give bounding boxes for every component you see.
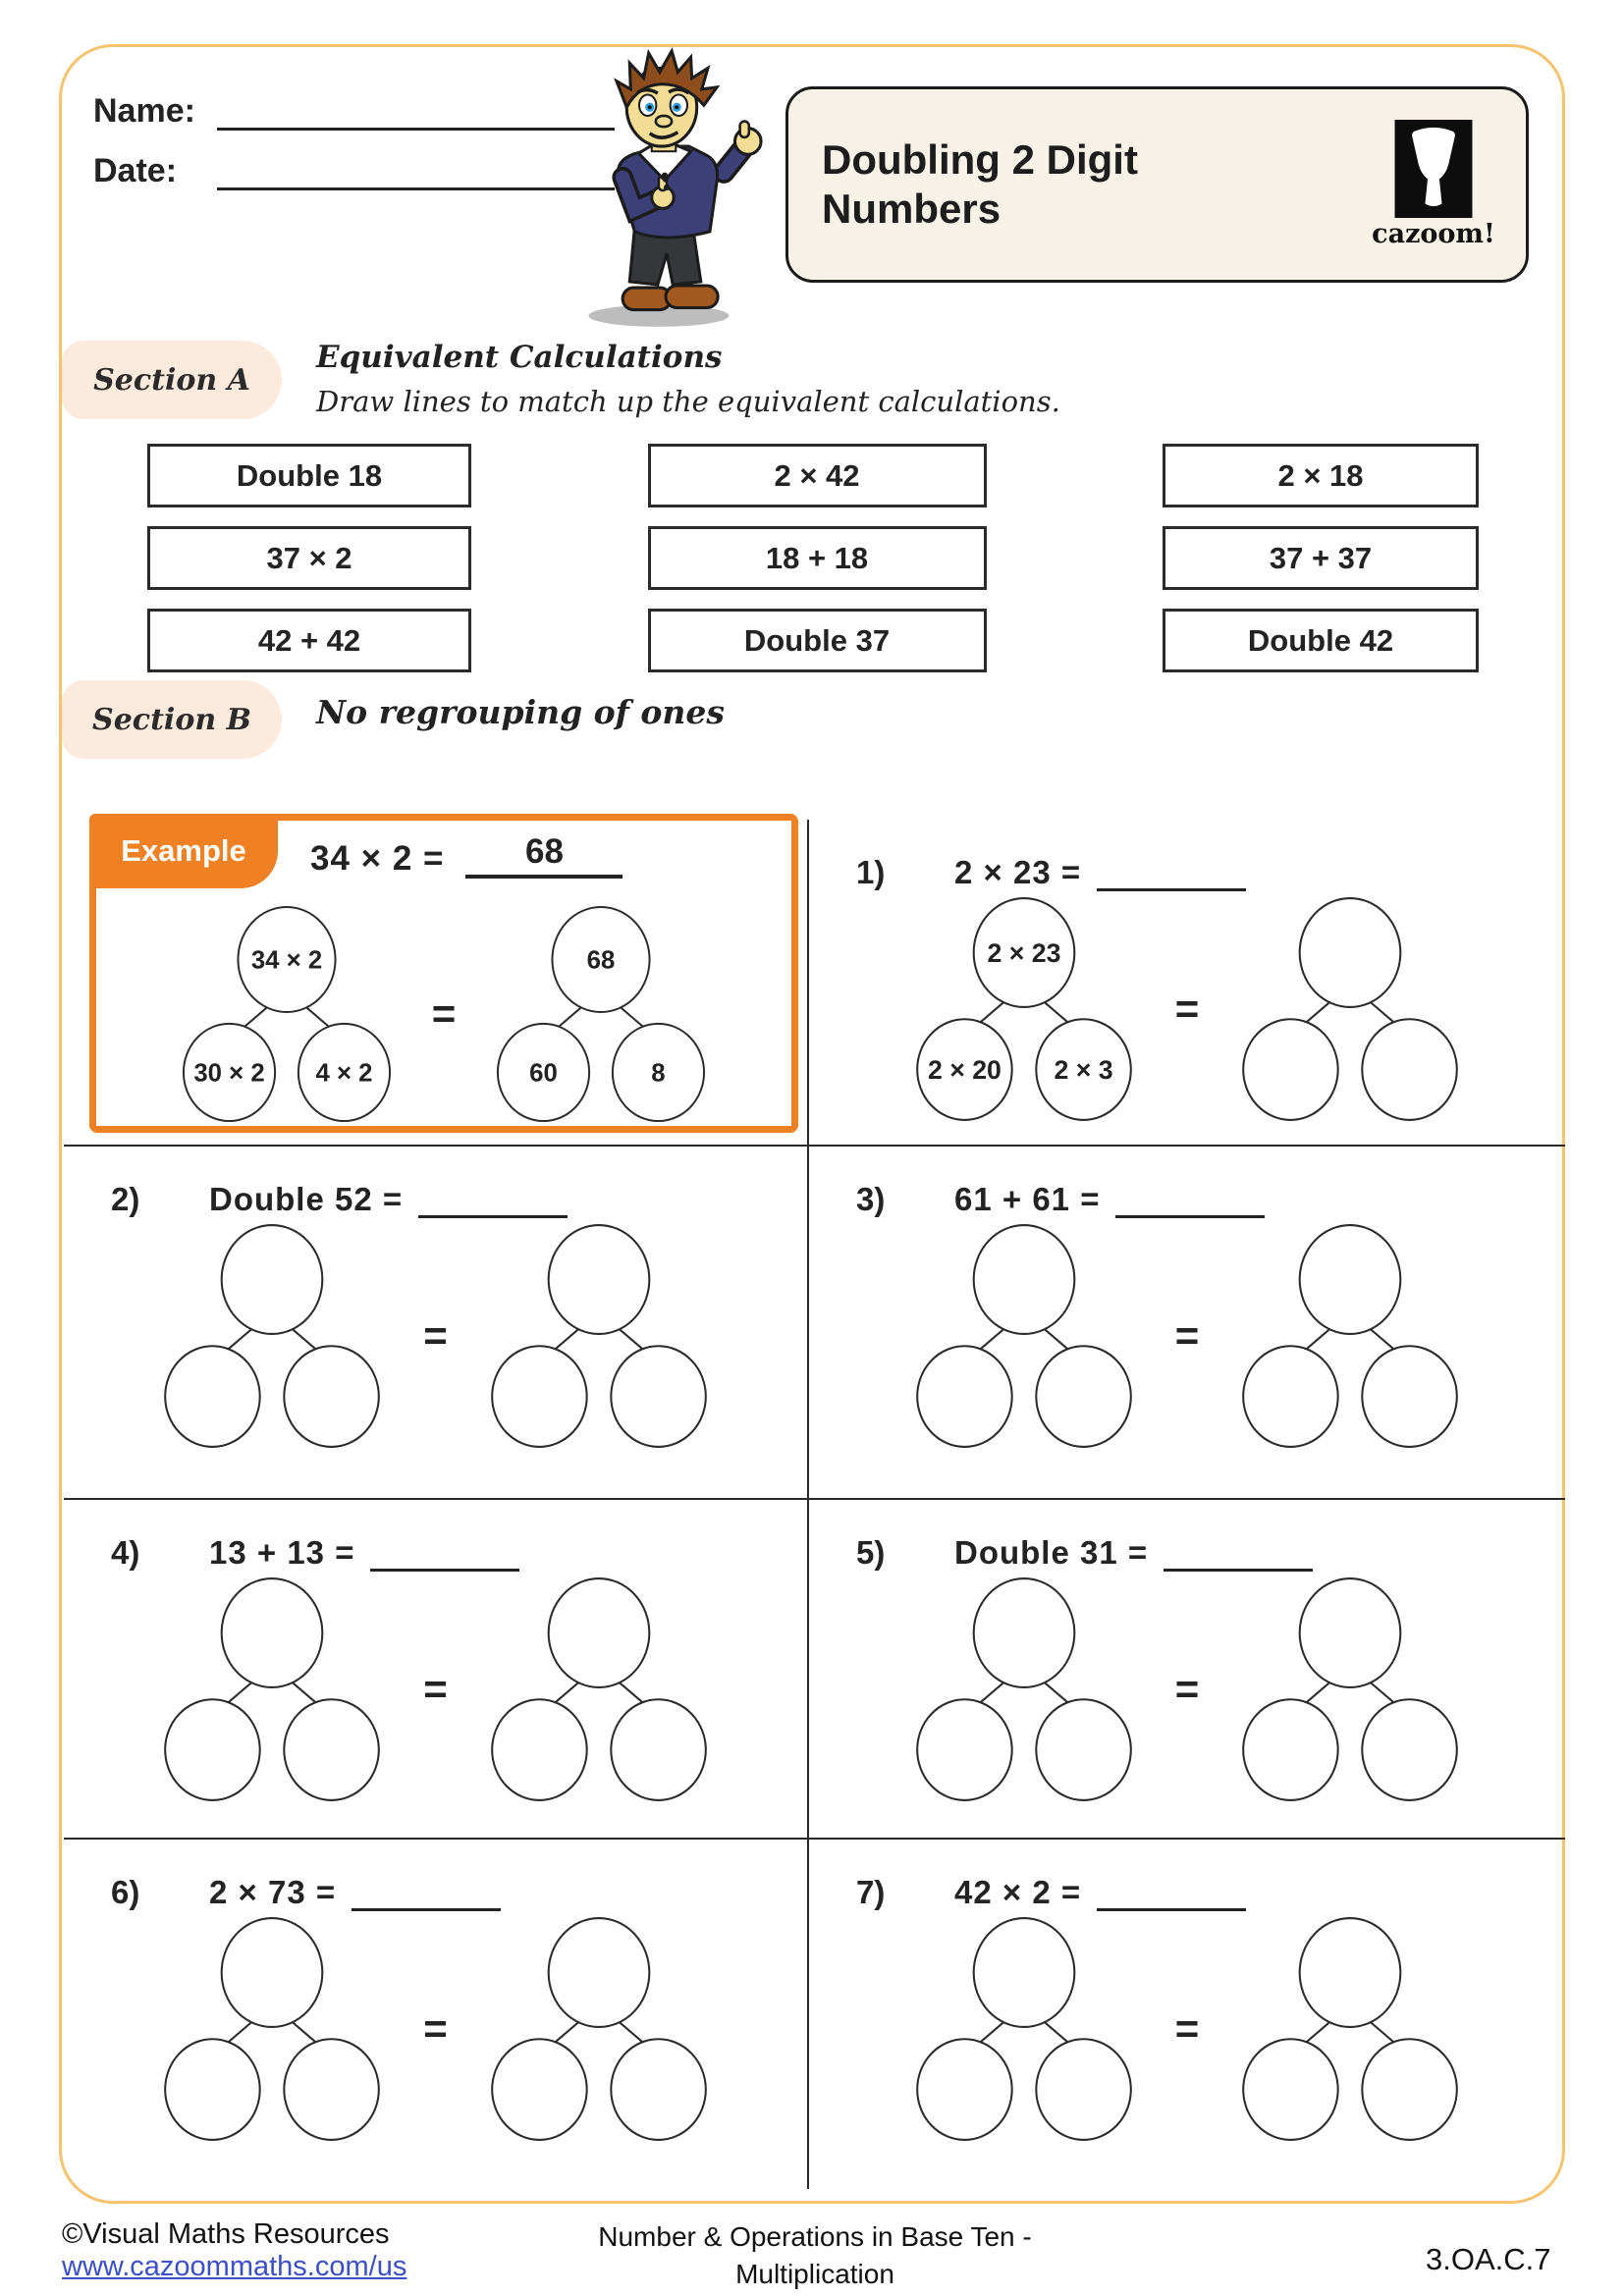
cazoom-logo-text: cazoom!	[1372, 219, 1495, 249]
problem-number: 6)	[111, 1874, 140, 1910]
number-bond-tree	[1228, 1575, 1472, 1803]
number-bond-tree	[483, 904, 719, 1124]
equals-sign: =	[431, 990, 457, 1037]
equals-sign: =	[423, 2005, 448, 2052]
match-box: 18 + 18	[648, 526, 987, 590]
section-a-heading: Equivalent Calculations	[316, 340, 723, 375]
problem-number: 2)	[111, 1181, 140, 1217]
matching-boxes-grid	[147, 444, 1479, 672]
svg-text:34 × 2: 34 × 2	[250, 946, 322, 975]
problem-cell	[809, 1500, 1565, 1840]
title-box	[785, 86, 1529, 283]
answer-blank-line	[370, 1525, 519, 1572]
problem-cell	[809, 1840, 1565, 2189]
equals-sign: =	[1174, 986, 1200, 1032]
date-label: Date:	[93, 152, 178, 189]
example-equation: 34 × 2 =	[310, 839, 445, 878]
problem-equation: 42 × 2 =	[954, 1874, 1082, 1910]
example-tab: Example	[89, 814, 278, 888]
copyright-text: ©Visual Maths Resources	[62, 2218, 390, 2250]
number-bond-tree	[1228, 1222, 1472, 1450]
problem-number: 1)	[856, 854, 886, 890]
svg-text:8: 8	[651, 1059, 666, 1088]
section-a-instruction: Draw lines to match up the equivalent calculations.	[316, 385, 1060, 418]
number-bond-tree	[1228, 1915, 1472, 2143]
worksheet-title: Doubling 2 Digit Numbers	[822, 136, 1138, 232]
section-a-label: Section A	[62, 341, 282, 419]
answer-blank-line	[1115, 1172, 1265, 1218]
answer-blank-line	[1097, 1865, 1246, 1911]
match-box: 37 + 37	[1163, 526, 1479, 590]
problem-cell	[64, 1840, 809, 2189]
answer-blank-line	[352, 1865, 501, 1911]
answer-blank-line	[1164, 1525, 1313, 1572]
number-bond-tree	[477, 1915, 721, 2143]
problem-number: 4)	[111, 1534, 140, 1571]
match-box: 42 + 42	[147, 609, 471, 672]
number-bond-tree	[477, 1575, 721, 1803]
equals-sign: =	[1174, 1666, 1200, 1712]
number-bond-tree	[477, 1222, 721, 1450]
problem-number: 5)	[856, 1534, 886, 1571]
section-b-label: Section B	[62, 680, 282, 759]
match-box: Double 37	[648, 609, 987, 672]
number-bond-tree	[902, 1222, 1146, 1450]
name-label: Name:	[93, 92, 195, 130]
match-box: 37 × 2	[147, 526, 471, 590]
standard-code: 3.OA.C.7	[1426, 2242, 1551, 2276]
svg-text:2 × 20: 2 × 20	[927, 1054, 1001, 1085]
drum-icon	[1394, 120, 1473, 218]
equals-sign: =	[1174, 2005, 1200, 2052]
match-box: Double 18	[147, 444, 471, 507]
problem-cell	[809, 820, 1565, 1147]
problem-equation: 2 × 73 =	[209, 1874, 337, 1910]
footer-left	[62, 2218, 406, 2283]
section-b-heading: No regrouping of ones	[316, 693, 725, 731]
website-link[interactable]: www.cazoommaths.com/us	[62, 2251, 407, 2282]
problem-equation: 61 + 61 =	[954, 1181, 1101, 1217]
problem-equation: 2 × 23 =	[954, 854, 1082, 890]
number-bond-tree	[902, 1575, 1146, 1803]
cazoom-logo	[1372, 120, 1495, 249]
match-box: Double 42	[1163, 609, 1479, 672]
example-cell	[64, 820, 809, 1147]
answer-blank-line	[418, 1172, 568, 1218]
boy-character-illustration	[538, 47, 789, 332]
name-date-block	[93, 90, 615, 210]
topic-line-1: Number & Operations in Base Ten -	[598, 2221, 1032, 2252]
footer-topic	[550, 2218, 1080, 2293]
problem-cell	[64, 1500, 809, 1840]
number-bond-tree	[902, 895, 1146, 1123]
problem-equation: 13 + 13 =	[209, 1534, 355, 1571]
problem-number: 3)	[856, 1181, 886, 1217]
problems-grid	[64, 820, 1565, 2189]
answer-blank-line	[1097, 845, 1246, 891]
problem-cell	[809, 1147, 1565, 1500]
problem-cell	[64, 1147, 809, 1500]
svg-text:30 × 2: 30 × 2	[193, 1059, 265, 1088]
problem-number: 7)	[856, 1874, 886, 1910]
equals-sign: =	[423, 1312, 448, 1359]
svg-text:4 × 2: 4 × 2	[315, 1059, 373, 1088]
topic-line-2: Multiplication	[735, 2258, 894, 2289]
problem-equation: Double 52 =	[209, 1181, 404, 1217]
match-box: 2 × 42	[648, 444, 987, 507]
number-bond-tree	[902, 1915, 1146, 2143]
problem-equation: Double 31 =	[954, 1534, 1149, 1571]
svg-text:68: 68	[586, 946, 616, 975]
number-bond-tree	[150, 1222, 394, 1450]
example-answer: 68	[465, 832, 623, 879]
number-bond-tree	[150, 1575, 394, 1803]
number-bond-tree	[150, 1915, 394, 2143]
svg-text:60: 60	[529, 1059, 559, 1088]
number-bond-tree	[1228, 895, 1472, 1123]
svg-text:2 × 3: 2 × 3	[1054, 1054, 1113, 1085]
number-bond-tree	[169, 904, 405, 1124]
equals-sign: =	[423, 1666, 448, 1712]
equals-sign: =	[1174, 1312, 1200, 1359]
example-box	[89, 814, 798, 1133]
match-box: 2 × 18	[1163, 444, 1479, 507]
svg-text:2 × 23: 2 × 23	[987, 937, 1061, 968]
